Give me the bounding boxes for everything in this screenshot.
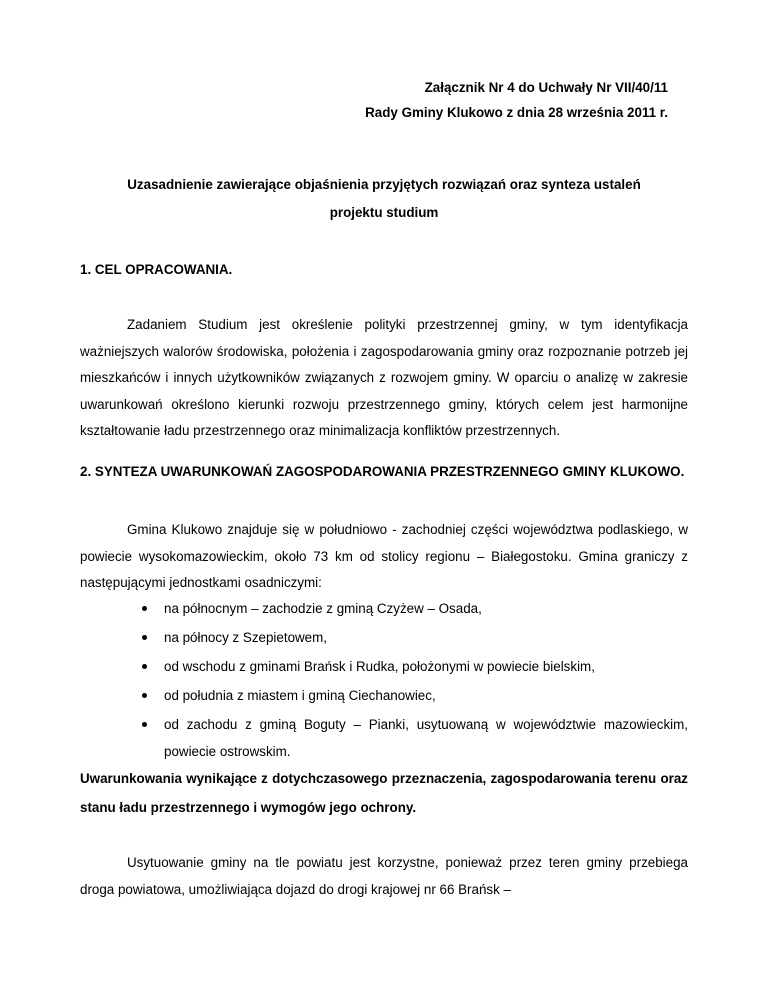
section-1-heading: 1. CEL OPRACOWANIA.	[80, 262, 233, 277]
list-item: na północy z Szepietowem,	[164, 625, 688, 652]
document-title	[80, 171, 688, 227]
section-1-paragraph	[80, 312, 688, 445]
list-item: od południa z miastem i gminą Ciechanowiec,	[164, 683, 688, 710]
section-3-paragraph	[80, 850, 688, 903]
section-2-paragraph-text: Gmina Klukowo znajduje się w południowo - zachodniej części województwa podlaskiego, w powiecie wysokomazowieckim, około 73 km od stolicy regionu – Białegostoku. Gmina graniczy z następującymi jednostkami osadniczymi:	[80, 522, 688, 590]
document-title-line-2: projektu studium	[329, 205, 439, 220]
section-2-heading: 2. SYNTEZA UWARUNKOWAŃ ZAGOSPODAROWANIA PRZESTRZENNEGO GMINY KLUKOWO.	[80, 464, 685, 479]
list-item: od wschodu z gminami Brańsk i Rudka, położonymi w powiecie bielskim,	[164, 654, 688, 681]
list-item: od zachodu z gminą Boguty – Pianki, usytuowaną w województwie mazowieckim, powiecie ostrowskim.	[164, 712, 688, 765]
attachment-header-line-1: Załącznik Nr 4 do Uchwały Nr VII/40/11	[424, 80, 668, 95]
document-title-line-1: Uzasadnienie zawierające objaśnienia przyjętych rozwiązań oraz synteza ustaleń	[127, 177, 641, 192]
section-1-paragraph-text: Zadaniem Studium jest określenie polityki przestrzennej gminy, w tym identyfikacja ważniejszych walorów środowiska, położenia i zagospodarowania gminy oraz rozpoznanie potrzeb jej mieszkańców i innych użytkowników związanych z rozwojem gminy. W oparciu o analizę w zakresie uwarunkowań określono kierunki rozwoju przestrzennego gminy, których celem jest harmonijne kształtowanie ładu przestrzennego oraz minimalizacja konfliktów przestrzennych.	[80, 317, 688, 438]
section-3-heading: Uwarunkowania wynikające z dotychczasowego przeznaczenia, zagospodarowania terenu oraz stanu ładu przestrzennego i wymogów jego ochrony.	[80, 771, 688, 815]
list-item: na północnym – zachodzie z gminą Czyżew – Osada,	[164, 596, 688, 623]
neighbour-list	[164, 596, 688, 768]
attachment-header-line-2: Rady Gminy Klukowo z dnia 28 września 2011 r.	[365, 105, 668, 120]
section-3-paragraph-text: Usytuowanie gminy na tle powiatu jest korzystne, ponieważ przez teren gminy przebiega droga powiatowa, umożliwiająca dojazd do drogi krajowej nr 66 Brańsk –	[80, 855, 688, 897]
section-2-paragraph	[80, 517, 688, 597]
